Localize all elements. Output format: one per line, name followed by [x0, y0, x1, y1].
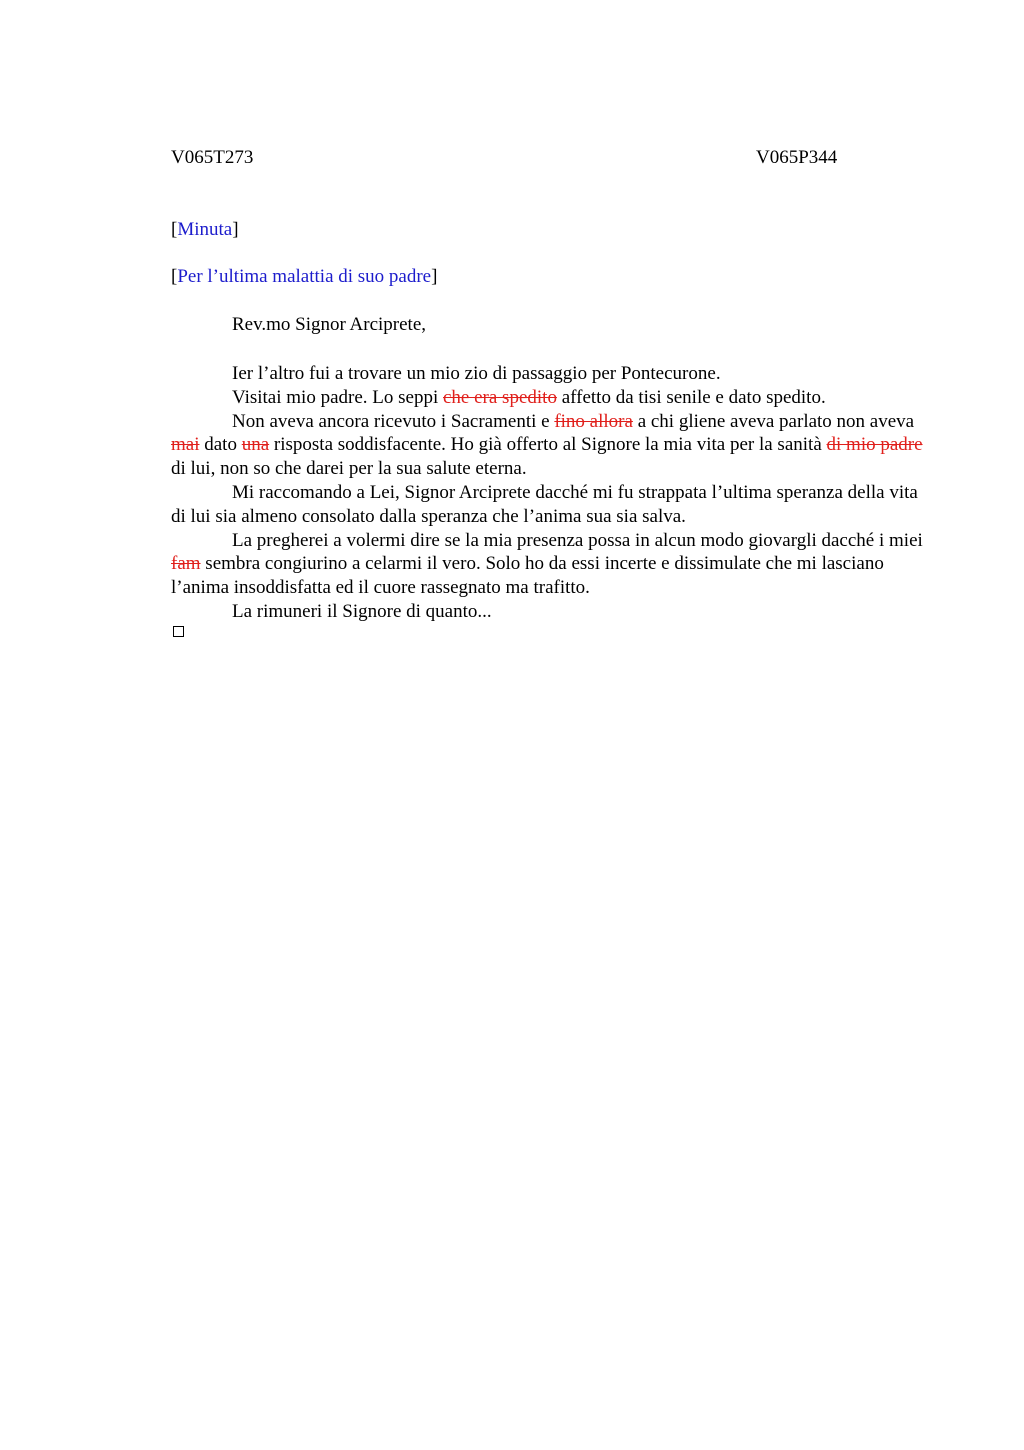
- bracket-open: [: [171, 266, 178, 287]
- deleted-text: fam: [171, 553, 201, 575]
- deleted-text: mai: [171, 434, 200, 456]
- text-run: sembra congiurino a celarmi il vero. Solo ho da essi incerte e dissimulate che mi lasciano l’anima insoddisfatta ed il cuore rassegnato ma trafitto.: [171, 553, 884, 599]
- salutation: Rev.mo Signor Arciprete,: [232, 314, 427, 335]
- letter-body: [171, 362, 931, 624]
- text-run: dato: [199, 434, 242, 456]
- paragraph-6: [171, 600, 931, 624]
- text-run: risposta soddisfacente. Ho già offerto al Signore la mia vita per la sanità: [269, 434, 827, 456]
- paragraph-4: [171, 481, 931, 529]
- text-run: Visitai mio padre. Lo seppi: [232, 386, 443, 408]
- deleted-text: una: [241, 434, 270, 456]
- paragraph-3: [171, 410, 931, 481]
- editorial-note-minuta: [171, 219, 239, 241]
- empty-square-icon: [173, 626, 184, 637]
- deleted-text: di mio padre: [826, 434, 923, 456]
- text-run: Mi raccomando a Lei, Signor Arciprete dacché mi fu strappata l’ultima speranza della vita di lui sia almeno consolato dalla speranza che l’anima sua sia salva.: [171, 481, 918, 527]
- document-code-right: V065P344: [756, 147, 838, 168]
- text-run: La pregherei a volermi dire se la mia presenza possa in alcun modo giovargli dacché i miei: [232, 529, 923, 551]
- text-run: affetto da tisi senile e dato spedito.: [556, 386, 826, 408]
- text-run: Non aveva ancora ricevuto i Sacramenti e: [232, 410, 555, 432]
- bracket-open: [: [171, 219, 178, 240]
- minuta-label: Minuta: [177, 219, 233, 240]
- bracket-close: ]: [232, 219, 239, 240]
- paragraph-2: [171, 386, 931, 410]
- editorial-note-title: [171, 266, 437, 288]
- paragraph-1: [171, 362, 931, 386]
- text-run: a chi gliene aveva parlato non aveva: [632, 410, 915, 432]
- letter-title: Per l’ultima malattia di suo padre: [177, 266, 432, 287]
- paragraph-5: [171, 529, 931, 600]
- text-run: Ier l’altro fui a trovare un mio zio di passaggio per Pontecurone.: [232, 363, 721, 384]
- bracket-close: ]: [431, 266, 438, 287]
- deleted-text: fino allora: [554, 410, 633, 432]
- text-run: di lui, non so che darei per la sua salute eterna.: [171, 458, 527, 480]
- deleted-text: che era spedito: [443, 386, 557, 408]
- document-code-left: V065T273: [171, 147, 254, 168]
- text-run: La rimuneri il Signore di quanto...: [232, 600, 492, 622]
